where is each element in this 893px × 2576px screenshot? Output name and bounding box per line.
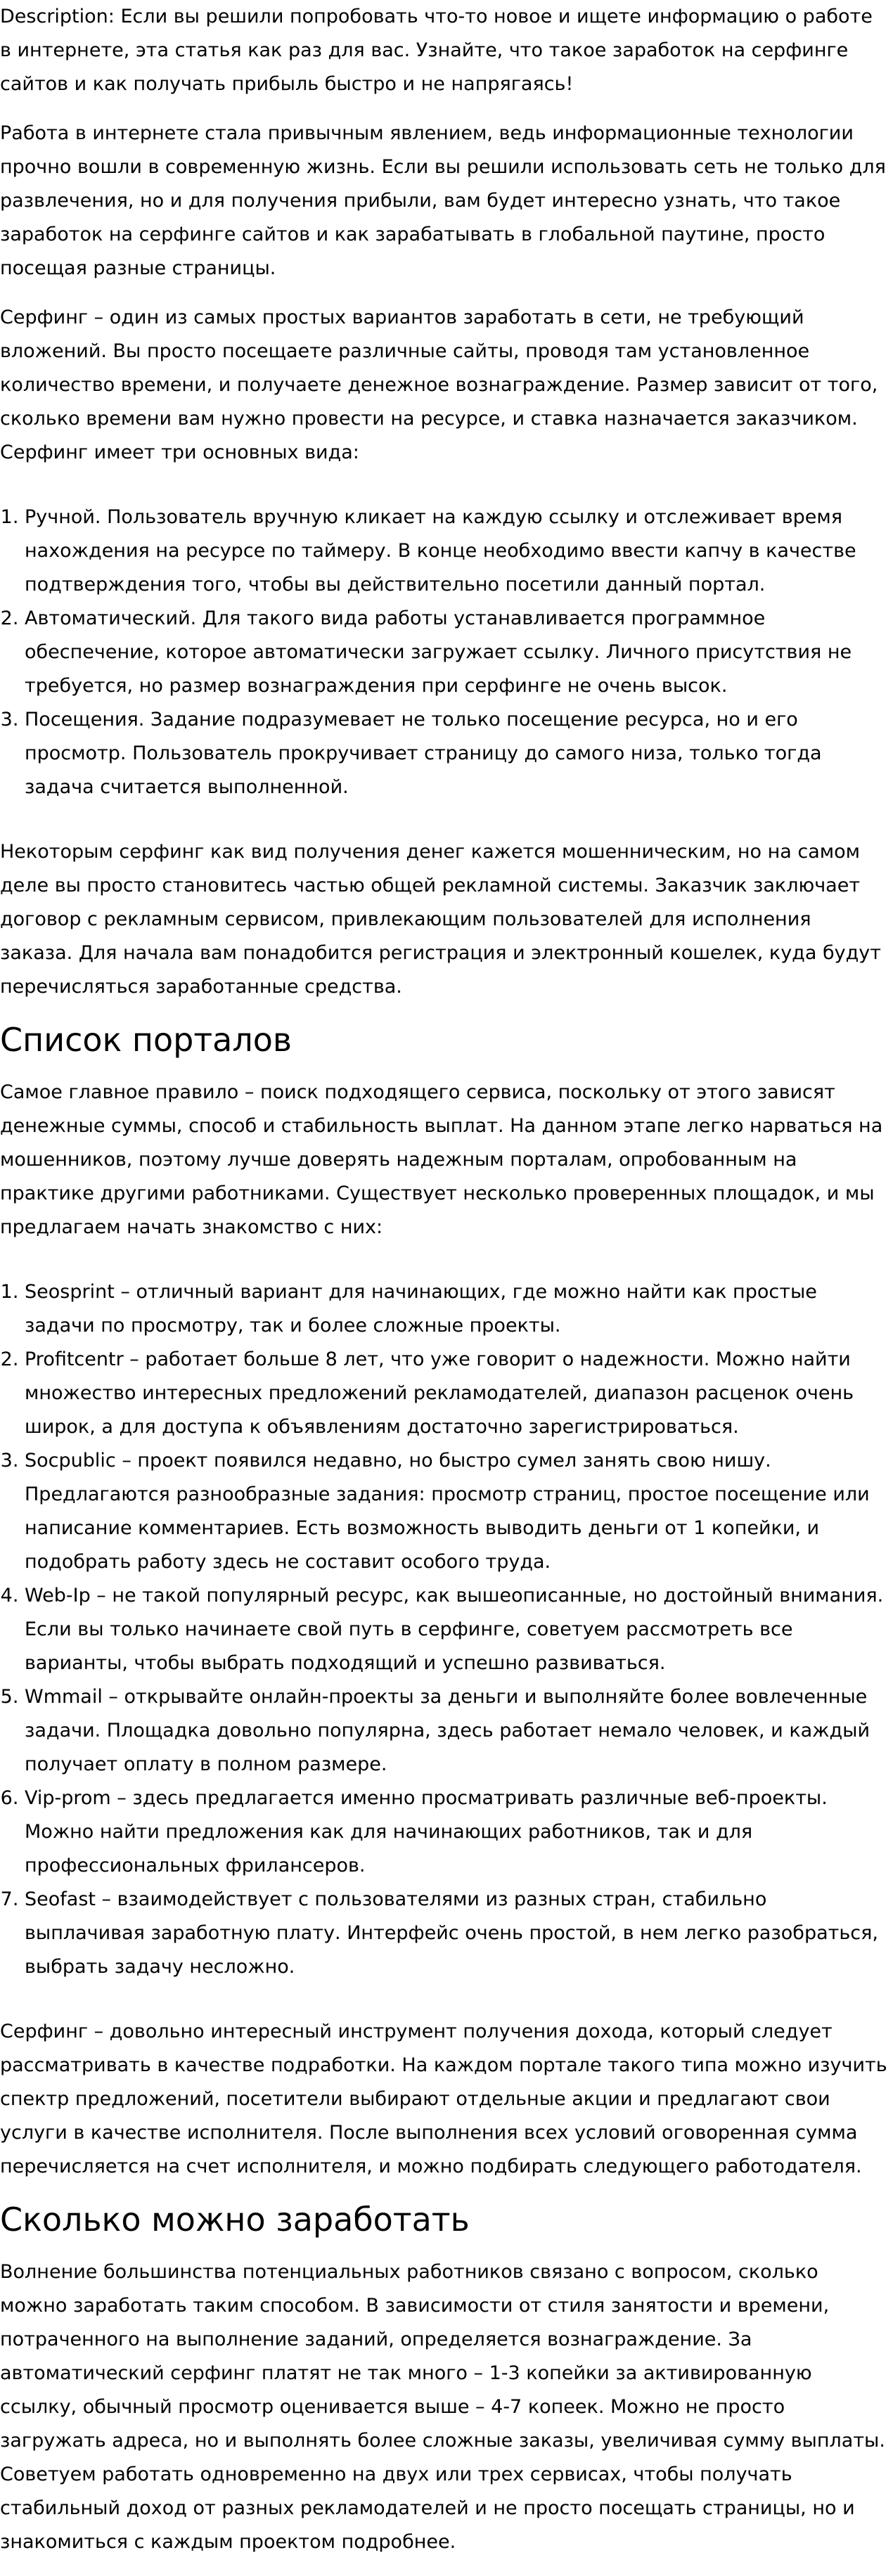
list-item: 3. Посещения. Задание подразумевает не только посещение ресурса, но и его просмотр. Пользователь прокручивает страницу до самого низа, только тогда задача считается выполненной. — [25, 703, 887, 804]
paragraph-advertising-system: Некоторым серфинг как вид получения денег кажется мошенническим, но на самом деле вы просто становитесь частью общей рекламной системы. Заказчик заключает договор с рекламным сервисом, привлекающим пользователей для исполнения заказа. Для начала вам понадобится регистрация и электронный кошелек, куда будут перечисляться заработанные средства. — [0, 841, 881, 998]
list-item: 1. Seosprint – отличный вариант для начинающих, где можно найти как простые задачи по просмотру, так и более сложные проекты. — [25, 1275, 887, 1343]
section-heading-portals: Список порталов — [0, 1021, 292, 1059]
list-item: 1. Ручной. Пользователь вручную кликает на каждую ссылку и отслеживает время нахождения на ресурсе по таймеру. В конце необходимо ввести капчу в качестве подтверждения того, чтобы вы действительно посетили данный портал. — [25, 501, 887, 602]
paragraph-intro: Работа в интернете стала привычным явлением, ведь информационные технологии прочно вошли в современную жизнь. Если вы решили использовать сеть не только для развлечения, но и для получения прибыли, вам будет интересно узнать, что такое заработок на серфинге сайтов и как зарабатывать в глобальной паутине, просто посещая разные страницы. — [0, 122, 886, 279]
list-item: 4. Web-Ip – не такой популярный ресурс, как вышеописанные, но достойный внимания. Если вы только начинаете свой путь в серфинге, советуем рассмотреть все варианты, чтобы выбрать подходящий и успешно развиваться. — [25, 1579, 887, 1680]
section-heading-earnings: Сколько можно заработать — [0, 2201, 470, 2239]
paragraph-portals-intro: Самое главное правило – поиск подходящего сервиса, поскольку от этого зависят денежные суммы, способ и стабильность выплат. На данном этапе легко нарваться на мошенников, поэтому лучше доверять надежным порталам, опробованным на практике другими работниками. Существует несколько проверенных площадок, и мы предлагаем начать знакомство с них: — [0, 1081, 883, 1238]
paragraph-surfing-tool: Серфинг – довольно интересный инструмент получения дохода, который следует рассматривать в качестве подработки. На каждом портале такого типа можно изучить спектр предложений, посетители выбирают отдельные акции и предлагают свои услуги в качестве исполнителя. После выполнения всех условий оговоренная сумма перечисляется на счет исполнителя, и можно подбирать следующего работодателя. — [0, 2021, 887, 2177]
surfing-types-list — [0, 501, 887, 804]
portals-list — [0, 1275, 887, 1984]
list-item: 2. Автоматический. Для такого вида работы устанавливается программное обеспечение, которое автоматически загружает ссылку. Личного присутствия не требуется, но размер вознаграждения при серфинге не очень высок. — [25, 602, 887, 703]
paragraph-earnings: Волнение большинства потенциальных работников связано с вопросом, сколько можно заработать таким способом. В зависимости от стиля занятости и времени, потраченного на выполнение заданий, определяется вознаграждение. За автоматический серфинг платят не так много – 1-3 копейки за активированную ссылку, обычный просмотр оценивается выше – 4-7 копеек. Можно не просто загружать адреса, но и выполнять более сложные заказы, увеличивая сумму выплаты. Советуем работать одновременно на двух или трех сервисах, чтобы получать стабильный доход от разных рекламодателей и не просто посещать страницы, но и знакомиться с каждым проектом подробнее. — [0, 2261, 885, 2553]
article-description: Description: Если вы решили попробовать что-то новое и ищете информацию о работе в интернете, эта статья как раз для вас. Узнайте, что такое заработок на серфинге сайтов и как получать прибыль быстро и не напрягаясь! — [0, 6, 873, 95]
list-item: 2. Profitcentr – работает больше 8 лет, что уже говорит о надежности. Можно найти множество интересных предложений рекламодателей, диапазон расценок очень широк, а для доступа к объявлениям достаточно зарегистрироваться. — [25, 1343, 887, 1444]
list-item: 6. Vip-prom – здесь предлагается именно просматривать различные веб-проекты. Можно найти предложения как для начинающих работников, так и для профессиональных фрилансеров. — [25, 1782, 887, 1883]
paragraph-surfing-definition: Серфинг – один из самых простых вариантов заработать в сети, не требующий вложений. Вы просто посещаете различные сайты, проводя там установленное количество времени, и получаете денежное вознаграждение. Размер зависит от того, сколько времени вам нужно провести на ресурсе, и ставка назначается заказчиком. Серфинг имеет три основных вида: — [0, 307, 878, 463]
list-item: 5. Wmmail – открывайте онлайн-проекты за деньги и выполняйте более вовлеченные задачи. Площадка довольно популярна, здесь работает немало человек, и каждый получает оплату в полном размере. — [25, 1680, 887, 1782]
list-item: 7. Seofast – взаимодействует с пользователями из разных стран, стабильно выплачивая заработную плату. Интерфейс очень простой, в нем легко разобраться, выбрать задачу несложно. — [25, 1883, 887, 1984]
list-item: 3. Socpublic – проект появился недавно, но быстро сумел занять свою нишу. Предлагаются разнообразные задания: просмотр страниц, простое посещение или написание комментариев. Есть возможность выводить деньги от 1 копейки, и подобрать работу здесь не составит особого труда. — [25, 1444, 887, 1579]
